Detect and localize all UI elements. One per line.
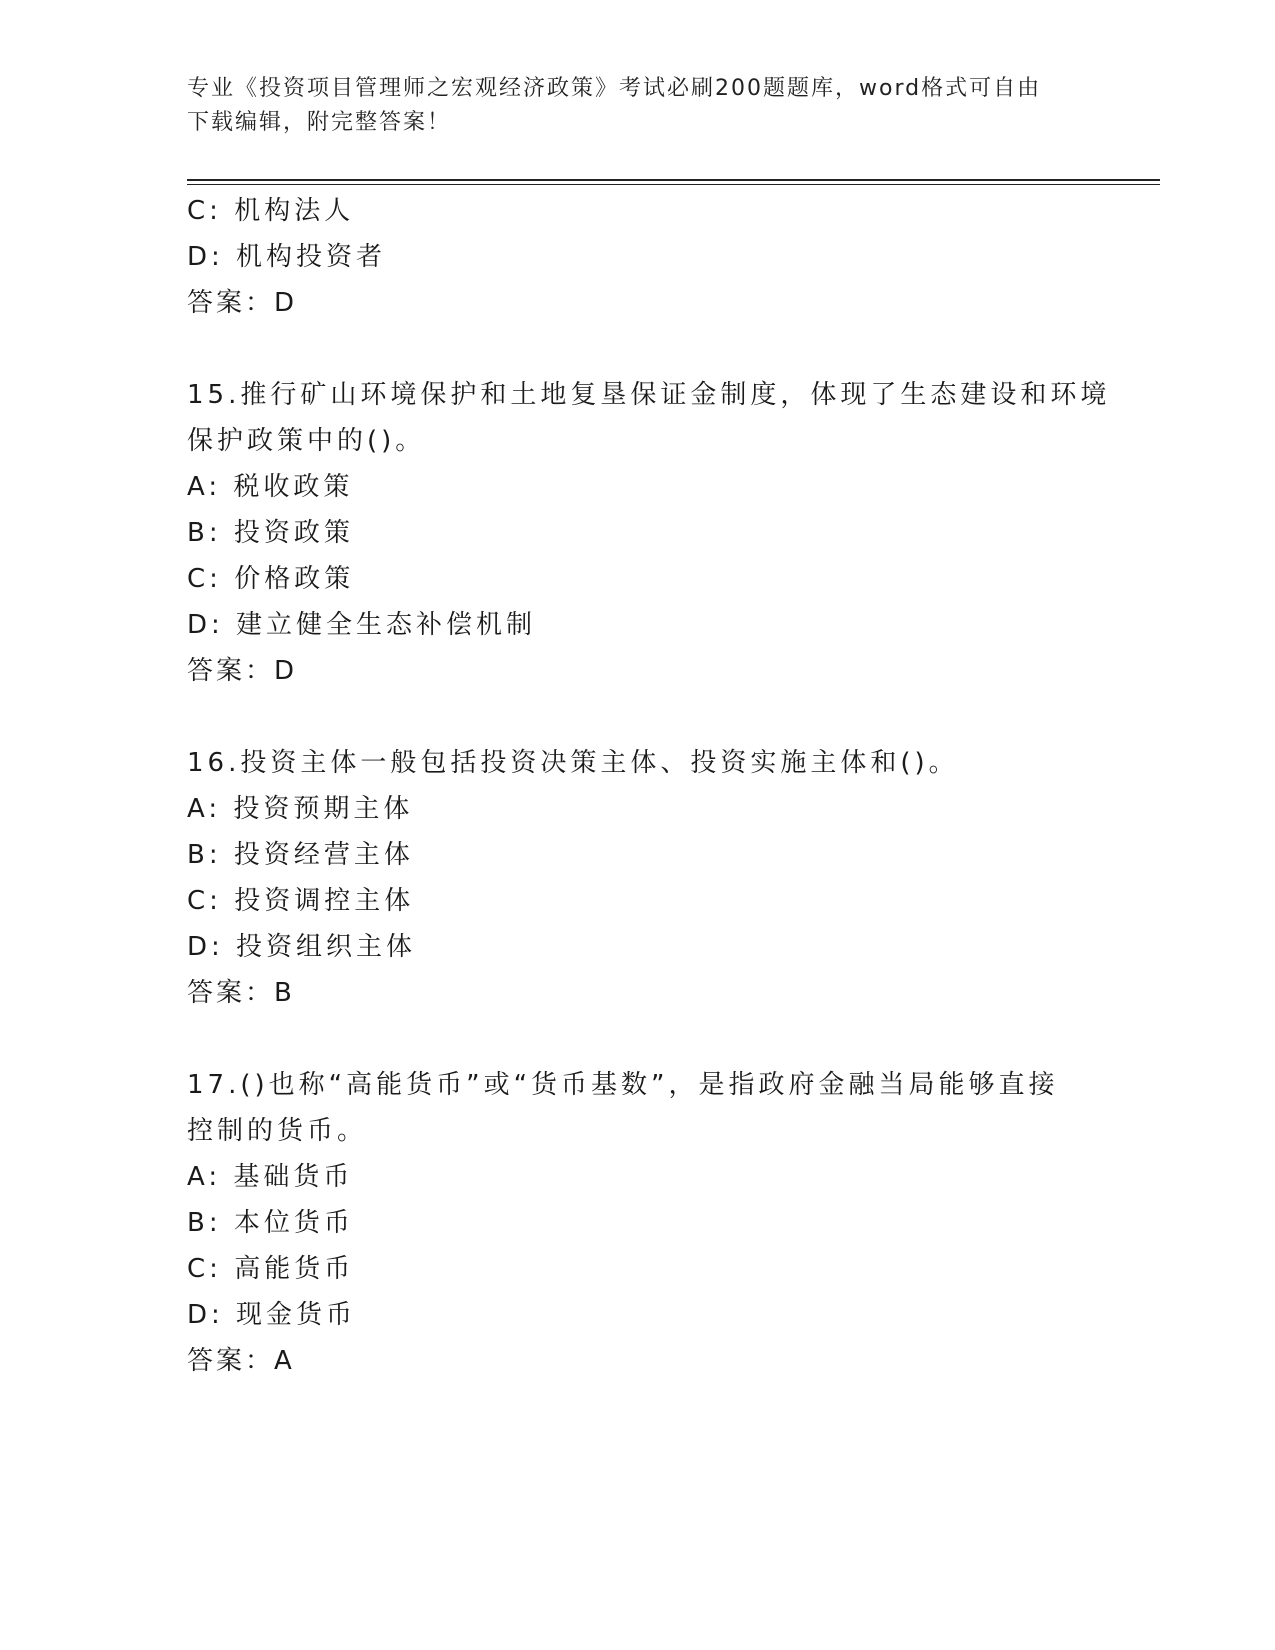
option-label: D: xyxy=(187,932,224,962)
header-rule-thin xyxy=(187,184,1160,185)
option-label: B: xyxy=(187,518,222,548)
option-c xyxy=(187,188,1087,234)
option-b xyxy=(187,832,1087,878)
option-label: B: xyxy=(187,840,222,870)
answer-line: 答案：A xyxy=(187,1346,295,1376)
answer-line: 答案：D xyxy=(187,288,298,318)
option-text: 基础货币 xyxy=(233,1162,354,1192)
option-label: A: xyxy=(187,794,222,824)
document-header xyxy=(187,72,1087,140)
option-c xyxy=(187,878,1087,924)
option-a xyxy=(187,1154,1087,1200)
option-text: 投资预期主体 xyxy=(233,794,414,824)
option-c xyxy=(187,1246,1087,1292)
header-line-1: 专业《投资项目管理师之宏观经济政策》考试必刷200题题库，word格式可自由 xyxy=(187,76,1042,101)
option-text: 投资组织主体 xyxy=(236,932,417,962)
option-text: 本位货币 xyxy=(233,1208,354,1238)
option-text: 投资政策 xyxy=(233,518,354,548)
option-label: B: xyxy=(187,1208,222,1238)
partial-question xyxy=(187,188,1087,326)
question-stem-line-2: 控制的货币。 xyxy=(187,1116,368,1146)
option-label: D: xyxy=(187,1300,224,1330)
option-b xyxy=(187,510,1087,556)
option-label: D: xyxy=(187,610,224,640)
option-label: C: xyxy=(187,196,222,226)
option-d xyxy=(187,924,1087,970)
option-c xyxy=(187,556,1087,602)
option-text: 高能货币 xyxy=(234,1254,355,1284)
option-b xyxy=(187,1200,1087,1246)
spacer xyxy=(187,694,1087,740)
option-label: A: xyxy=(187,1162,222,1192)
question-stem-line-1: 15.推行矿山环境保护和土地复垦保证金制度，体现了生态建设和环境 xyxy=(187,380,1111,410)
option-label: C: xyxy=(187,886,222,916)
option-label: A: xyxy=(187,472,222,502)
option-d xyxy=(187,1292,1087,1338)
option-text: 税收政策 xyxy=(233,472,354,502)
option-d xyxy=(187,602,1087,648)
option-label: D: xyxy=(187,242,224,272)
header-rule-thick xyxy=(187,179,1160,181)
question-17 xyxy=(187,1062,1087,1384)
answer-line: 答案：D xyxy=(187,656,298,686)
option-label: C: xyxy=(187,564,222,594)
answer-line: 答案：B xyxy=(187,978,295,1008)
question-stem-line-1: 17.()也称“高能货币”或“货币基数”，是指政府金融当局能够直接 xyxy=(187,1070,1059,1100)
option-text: 现金货币 xyxy=(236,1300,357,1330)
spacer xyxy=(187,1016,1087,1062)
question-stem-line-2: 保护政策中的()。 xyxy=(187,426,426,456)
question-stem-line-1: 16.投资主体一般包括投资决策主体、投资实施主体和()。 xyxy=(187,748,959,778)
spacer xyxy=(187,326,1087,372)
question-15 xyxy=(187,372,1111,694)
option-text: 投资调控主体 xyxy=(234,886,415,916)
option-a xyxy=(187,464,1087,510)
option-text: 机构法人 xyxy=(234,196,355,226)
question-16 xyxy=(187,740,1087,1016)
option-text: 建立健全生态补偿机制 xyxy=(236,610,537,640)
option-label: C: xyxy=(187,1254,222,1284)
question-content xyxy=(187,188,1111,1384)
header-line-2: 下载编辑，附完整答案！ xyxy=(187,110,452,135)
option-text: 价格政策 xyxy=(234,564,355,594)
option-d xyxy=(187,234,1087,280)
option-text: 投资经营主体 xyxy=(233,840,414,870)
option-text: 机构投资者 xyxy=(236,242,387,272)
option-a xyxy=(187,786,1087,832)
